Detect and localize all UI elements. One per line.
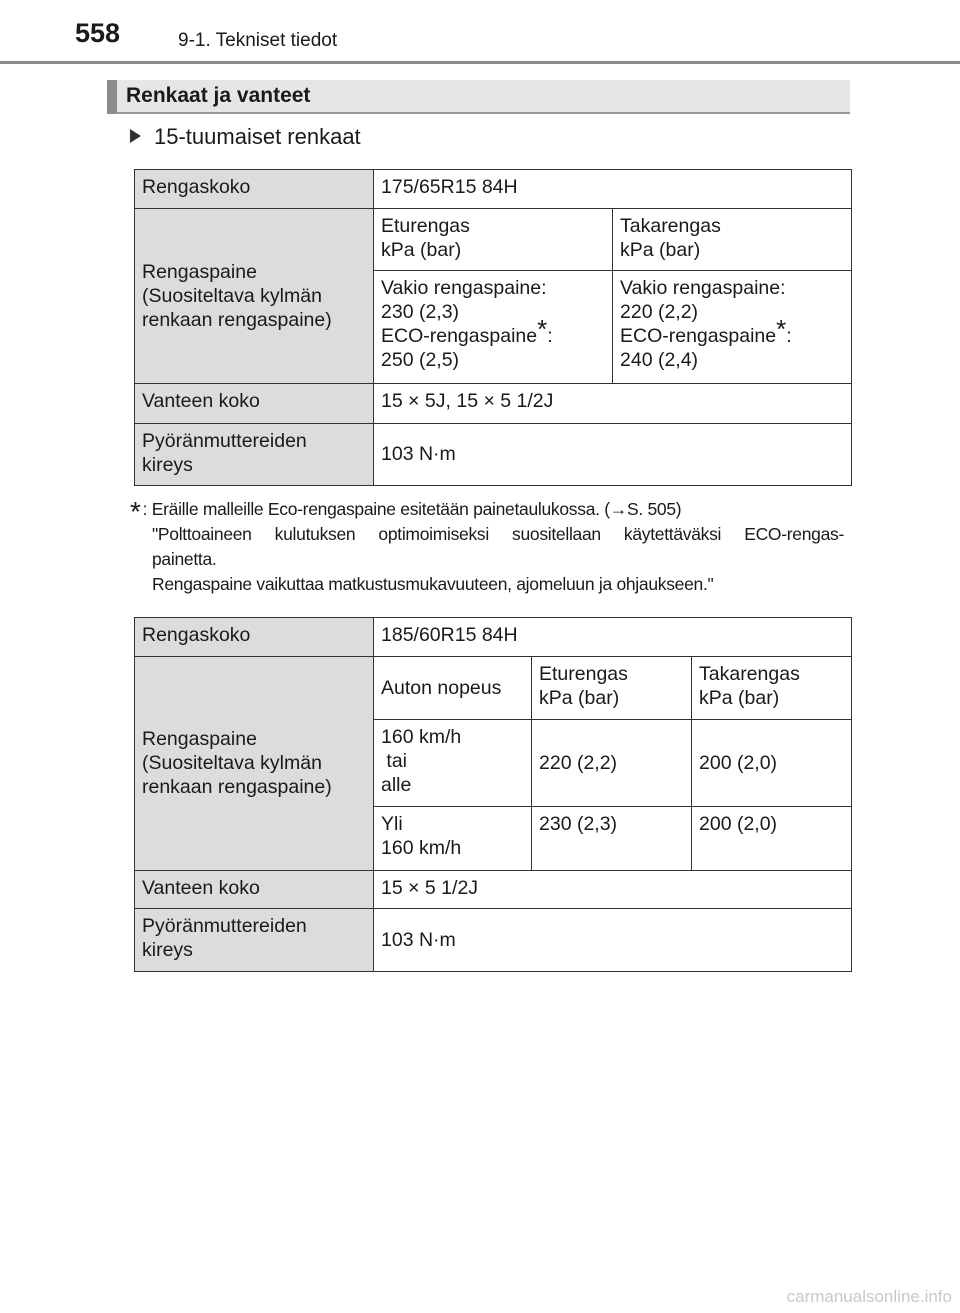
label-line: Pyöränmuttereiden bbox=[142, 915, 307, 937]
rear-tire-header bbox=[613, 209, 852, 271]
section-title-bar bbox=[107, 80, 850, 114]
rim-size-label: Vanteen koko bbox=[135, 871, 374, 909]
speed-range-cell bbox=[374, 807, 532, 871]
page-number: 558 bbox=[75, 18, 121, 48]
subheading bbox=[130, 124, 361, 150]
pressure-line: Vakio rengaspaine: bbox=[620, 277, 786, 299]
front-tire-header bbox=[374, 209, 613, 271]
table-row bbox=[135, 657, 852, 720]
nut-torque-label bbox=[135, 909, 374, 972]
subheading-text: 15-tuumaiset renkaat bbox=[154, 124, 361, 149]
rear-tire-pressure: Vakio rengaspaine: 220 (2,2) ECO-rengaspaine*: 240 (2,4) bbox=[613, 271, 852, 384]
header-line: kPa (bar) bbox=[539, 687, 620, 709]
label-line: Rengaspaine bbox=[142, 260, 257, 283]
label-line: Rengaspaine bbox=[142, 728, 257, 750]
table-row bbox=[135, 909, 852, 972]
label-line: kireys bbox=[142, 939, 193, 961]
pressure-line: ECO-rengaspaine bbox=[620, 325, 777, 347]
rim-size-label: Vanteen koko bbox=[135, 384, 374, 424]
rim-size-value: 15 × 5J, 15 × 5 1/2J bbox=[374, 384, 852, 424]
triangle-bullet-icon bbox=[130, 129, 141, 143]
footnote-line: painetta. bbox=[152, 549, 217, 569]
pressure-line: Vakio rengaspaine: bbox=[381, 277, 547, 299]
pressure-line: 230 (2,3) bbox=[381, 301, 460, 323]
footnote-star: * bbox=[130, 496, 141, 527]
tire-pressure-label bbox=[135, 209, 374, 384]
speed-line: 160 km/h bbox=[381, 837, 462, 859]
header-line: Takarengas bbox=[620, 215, 721, 237]
speed-line: 160 km/h bbox=[381, 726, 462, 748]
footnote-line: Rengaspaine vaikuttaa matkustusmukavuuteen, ajomeluun ja ohjaukseen." bbox=[152, 574, 714, 594]
table-row bbox=[135, 424, 852, 486]
nut-torque-value: 103 N·m bbox=[374, 424, 852, 486]
page-header bbox=[0, 0, 960, 70]
rear-tire-header bbox=[692, 657, 852, 720]
header-divider bbox=[0, 61, 960, 64]
tire-size-value: 175/65R15 84H bbox=[374, 170, 852, 209]
footnote-line: "Polttoaineen kulutuksen optimoimiseksi suositellaan käytettäväksi ECO-rengas- bbox=[152, 524, 844, 544]
section-title: Renkaat ja vanteet bbox=[126, 84, 311, 107]
vehicle-speed-header: Auton nopeus bbox=[374, 657, 532, 720]
nut-torque-value: 103 N·m bbox=[374, 909, 852, 972]
footnote-star: * bbox=[776, 313, 787, 344]
nut-torque-label bbox=[135, 424, 374, 486]
tire-spec-table-185 bbox=[134, 617, 852, 972]
section-bar-accent bbox=[107, 80, 117, 114]
rear-pressure-cell: 200 (2,0) bbox=[692, 807, 852, 871]
table-row bbox=[135, 871, 852, 909]
header-line: Eturengas bbox=[539, 663, 628, 685]
footnote-line: : Eräille malleille Eco-rengaspaine esitetään painetaulukossa. (→S. 505) bbox=[142, 499, 682, 519]
tire-size-label: Rengaskoko bbox=[135, 618, 374, 657]
label-line: (Suositeltava kylmän bbox=[142, 284, 322, 307]
speed-line: tai bbox=[386, 750, 408, 772]
header-line: Eturengas bbox=[381, 215, 470, 237]
header-line: kPa (bar) bbox=[381, 239, 462, 261]
tire-spec-table-175 bbox=[134, 169, 852, 486]
footnote-star: * bbox=[537, 313, 548, 344]
table-row bbox=[135, 384, 852, 424]
label-line: kireys bbox=[142, 454, 193, 476]
label-line: renkaan rengaspaine) bbox=[142, 308, 332, 331]
tire-pressure-label bbox=[135, 657, 374, 871]
speed-line: Yli bbox=[381, 813, 403, 835]
tire-size-value: 185/60R15 84H bbox=[374, 618, 852, 657]
table-row bbox=[135, 618, 852, 657]
header-line: kPa (bar) bbox=[620, 239, 701, 261]
tire-size-label: Rengaskoko bbox=[135, 170, 374, 209]
watermark: carmanualsonline.info bbox=[786, 1287, 952, 1306]
pressure-line: 250 (2,5) bbox=[381, 349, 460, 371]
front-pressure-cell: 230 (2,3) bbox=[532, 807, 692, 871]
header-line: Takarengas bbox=[699, 663, 800, 685]
speed-line: alle bbox=[381, 774, 412, 796]
label-line: Pyöränmuttereiden bbox=[142, 430, 307, 452]
header-line: kPa (bar) bbox=[699, 687, 780, 709]
rim-size-value: 15 × 5 1/2J bbox=[374, 871, 852, 909]
label-line: (Suositeltava kylmän bbox=[142, 752, 322, 774]
table-row bbox=[135, 170, 852, 209]
label-line: renkaan rengaspaine) bbox=[142, 776, 332, 798]
section-reference: 9-1. Tekniset tiedot bbox=[178, 30, 338, 51]
pressure-line: 240 (2,4) bbox=[620, 349, 699, 371]
speed-range-cell bbox=[374, 720, 532, 807]
pressure-line: 220 (2,2) bbox=[620, 301, 699, 323]
table-row bbox=[135, 209, 852, 271]
footnote bbox=[130, 493, 844, 597]
front-pressure-cell: 220 (2,2) bbox=[532, 720, 692, 807]
front-tire-header bbox=[532, 657, 692, 720]
rear-pressure-cell: 200 (2,0) bbox=[692, 720, 852, 807]
front-tire-pressure: Vakio rengaspaine: 230 (2,3) ECO-rengaspaine*: 250 (2,5) bbox=[374, 271, 613, 384]
pressure-line: ECO-rengaspaine bbox=[381, 325, 538, 347]
